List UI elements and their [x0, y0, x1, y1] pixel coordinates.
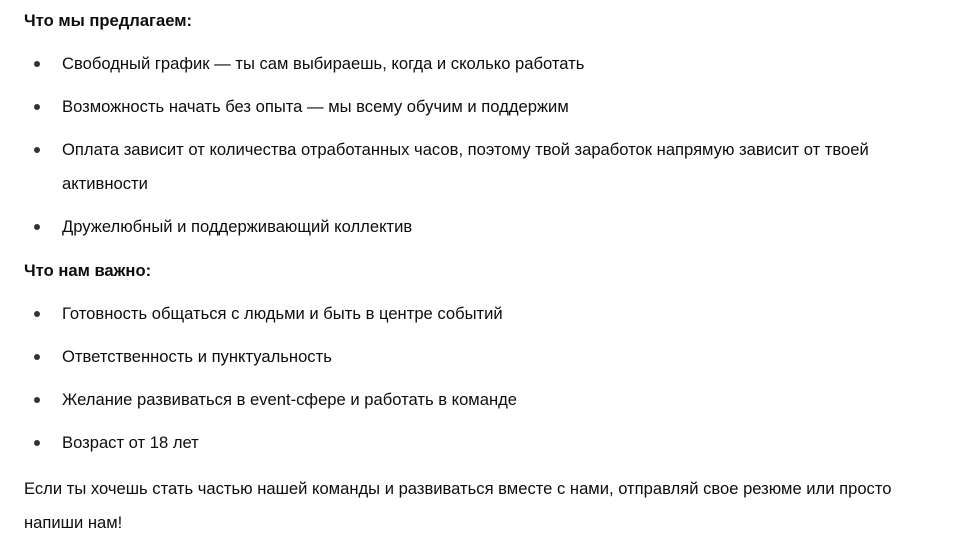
bullet-icon [34, 224, 40, 230]
requirements-list [24, 297, 933, 460]
offer-list [24, 47, 933, 244]
bullet-icon [34, 311, 40, 317]
bullet-icon [34, 104, 40, 110]
list-item-text: Готовность общаться с людьми и быть в центре событий [62, 304, 503, 323]
list-item-text: Свободный график — ты сам выбираешь, когда и сколько работать [62, 54, 585, 73]
list-item [24, 297, 933, 331]
list-item-text: Желание развиваться в event-сфере и работать в команде [62, 390, 518, 409]
list-item [24, 426, 933, 460]
requirements-heading: Что нам важно: [24, 261, 152, 280]
list-item-text: Возможность начать без опыта — мы всему обучим и поддержим [62, 97, 569, 116]
list-item [24, 210, 933, 244]
list-item [24, 340, 933, 374]
list-item-text: Оплата зависит от количества отработанных часов, поэтому твой заработок напрямую зависит от твоей активности [62, 140, 869, 193]
bullet-icon [34, 354, 40, 360]
bullet-icon [34, 147, 40, 153]
bullet-icon [34, 61, 40, 67]
bullet-icon [34, 440, 40, 446]
list-item-text: Возраст от 18 лет [62, 433, 199, 452]
list-item-text: Дружелюбный и поддерживающий коллектив [62, 217, 413, 236]
bullet-icon [34, 397, 40, 403]
list-item [24, 47, 933, 81]
list-item [24, 90, 933, 124]
closing-paragraph: Если ты хочешь стать частью нашей команды и развиваться вместе с нами, отправляй свое резюме или просто напиши нам! [24, 479, 892, 532]
offer-heading: Что мы предлагаем: [24, 11, 193, 30]
list-item [24, 383, 933, 417]
list-item [24, 133, 933, 201]
list-item-text: Ответственность и пунктуальность [62, 347, 332, 366]
